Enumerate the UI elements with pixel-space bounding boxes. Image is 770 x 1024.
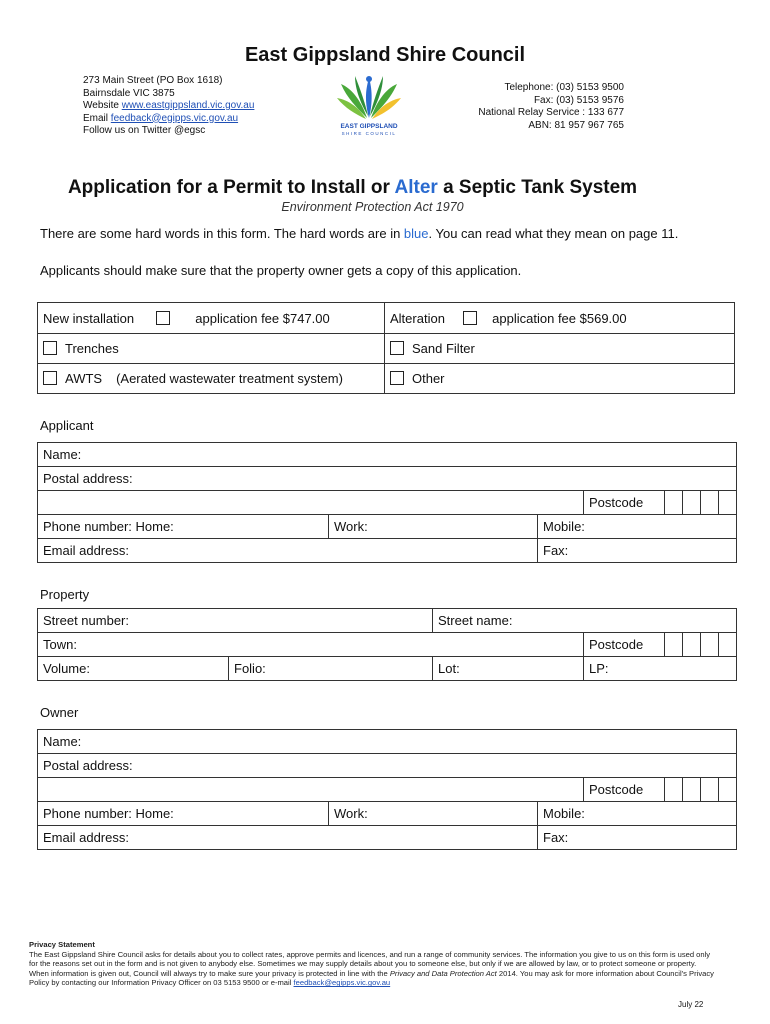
form-subtitle: Environment Protection Act 1970	[281, 200, 464, 214]
website-line	[83, 100, 254, 113]
form-title	[0, 177, 705, 199]
property-table	[37, 608, 737, 681]
council-logo	[333, 74, 405, 136]
owner-postal-field[interactable]: Postal address:	[38, 754, 737, 778]
address-line-2: Bairnsdale VIC 3875	[83, 87, 175, 99]
postcode-digit-box[interactable]	[719, 778, 737, 802]
website-link[interactable]: www.eastgippsland.vic.gov.au	[121, 100, 255, 111]
postcode-digit-box[interactable]	[701, 491, 719, 515]
privacy-paragraph-1: The East Gippsland Shire Council asks for details about you to collect rates, approve permits and licences, and run a range of community services. The information you give to us on this form is used only for the reasons set out in the form and is not given to anybody else. Sometimes we may supply details about you to someone else, but only if we are allowed by law, or to protect someone or property.	[29, 949, 711, 969]
other-label: Other	[412, 371, 445, 386]
email-label: Email	[83, 112, 111, 124]
applicant-mobile-field[interactable]: Mobile:	[538, 515, 737, 539]
awts-checkbox[interactable]	[43, 371, 57, 385]
new-installation-fee: application fee $747.00	[195, 310, 330, 326]
council-logo-icon	[333, 74, 405, 136]
alteration-checkbox[interactable]	[463, 311, 477, 325]
applicant-postal-line-2[interactable]	[38, 491, 584, 515]
applicant-postcode-label: Postcode	[584, 491, 665, 515]
trenches-label: Trenches	[65, 341, 119, 356]
alteration-cell	[385, 303, 735, 334]
council-name: East Gippsland Shire Council	[244, 44, 526, 66]
postcode-digit-box[interactable]	[701, 778, 719, 802]
logo-text-2: SHIRE COUNCIL	[341, 131, 397, 136]
street-number-field[interactable]: Street number:	[38, 609, 433, 633]
revision-date: July 22	[678, 1000, 704, 1009]
title-part-1: Application for a Permit to Install or	[67, 177, 395, 198]
application-type-table	[37, 302, 735, 394]
sand-filter-checkbox[interactable]	[390, 341, 404, 355]
email-link[interactable]: feedback@egipps.vic.gov.au	[110, 112, 239, 124]
trenches-checkbox[interactable]	[43, 341, 57, 355]
owner-heading: Owner	[40, 705, 79, 720]
privacy-paragraph-2	[29, 969, 719, 988]
privacy-statement	[29, 940, 719, 988]
council-address-block	[83, 75, 254, 138]
postcode-digit-box[interactable]	[719, 491, 737, 515]
owner-email-field[interactable]: Email address:	[38, 826, 538, 850]
property-postcode-label: Postcode	[584, 633, 665, 657]
privacy-heading: Privacy Statement	[29, 940, 95, 949]
telephone: Telephone: (03) 5153 9500	[504, 82, 624, 93]
intro-owner-note: Applicants should make sure that the property owner gets a copy of this application.	[40, 263, 522, 278]
postcode-digit-box[interactable]	[701, 633, 719, 657]
privacy-text-b: 2014. You may ask for more information about Council's Privacy Policy by contacting our Information Privacy Officer on 03 5153 9500 or e-mail	[29, 968, 714, 988]
new-installation-cell	[38, 303, 385, 334]
applicant-table	[37, 442, 737, 563]
applicant-phone-home-field[interactable]: Phone number: Home:	[38, 515, 329, 539]
other-checkbox[interactable]	[390, 371, 404, 385]
new-installation-label: New installation	[43, 310, 135, 326]
awts-label: AWTS	[65, 371, 103, 386]
applicant-work-field[interactable]: Work:	[329, 515, 538, 539]
awts-description: (Aerated wastewater treatment system)	[116, 371, 343, 386]
property-heading: Property	[40, 587, 90, 602]
new-installation-checkbox[interactable]	[156, 311, 170, 325]
abn: ABN: 81 957 967 765	[528, 119, 624, 131]
street-name-field[interactable]: Street name:	[433, 609, 737, 633]
applicant-name-field[interactable]: Name:	[38, 443, 737, 467]
fax: Fax: (03) 5153 9576	[533, 94, 624, 106]
intro-blue-word: blue	[403, 226, 429, 241]
postcode-digit-box[interactable]	[665, 491, 683, 515]
postcode-digit-box[interactable]	[665, 633, 683, 657]
alteration-label: Alteration	[390, 310, 445, 326]
privacy-act-name: Privacy and Data Protection Act	[389, 968, 497, 978]
applicant-email-field[interactable]: Email address:	[38, 539, 538, 563]
owner-postcode-label: Postcode	[584, 778, 665, 802]
alteration-fee: application fee $569.00	[492, 310, 627, 326]
postcode-digit-box[interactable]	[683, 778, 701, 802]
intro-text-b: . You can read what they mean on page 11.	[428, 226, 679, 241]
other-cell	[385, 364, 735, 394]
address-line-1: 273 Main Street (PO Box 1618)	[83, 75, 223, 86]
sand-filter-label: Sand Filter	[412, 341, 475, 356]
title-alter-term: Alter	[394, 177, 438, 198]
applicant-fax-field[interactable]: Fax:	[538, 539, 737, 563]
relay-service: National Relay Service : 133 677	[478, 107, 624, 118]
applicant-heading: Applicant	[40, 418, 94, 433]
owner-work-field[interactable]: Work:	[329, 802, 538, 826]
owner-phone-home-field[interactable]: Phone number: Home:	[38, 802, 329, 826]
postcode-digit-box[interactable]	[719, 633, 737, 657]
intro-paragraph	[40, 226, 680, 242]
privacy-email-link[interactable]: feedback@egipps.vic.gov.au	[293, 978, 391, 988]
sand-filter-cell	[385, 334, 735, 364]
twitter-line: Follow us on Twitter @egsc	[83, 125, 206, 136]
email-line	[83, 113, 254, 126]
privacy-text-a: When information is given out, Council will always try to make sure your privacy is protected in line with the	[29, 968, 390, 978]
awts-cell	[38, 364, 385, 394]
title-part-2: a Septic Tank System	[437, 177, 638, 198]
volume-field[interactable]: Volume:	[38, 657, 229, 681]
owner-fax-field[interactable]: Fax:	[538, 826, 737, 850]
lot-field[interactable]: Lot:	[433, 657, 584, 681]
postcode-digit-box[interactable]	[683, 491, 701, 515]
town-field[interactable]: Town:	[38, 633, 584, 657]
owner-table	[37, 729, 737, 850]
applicant-postal-field[interactable]: Postal address:	[38, 467, 737, 491]
folio-field[interactable]: Folio:	[229, 657, 433, 681]
owner-name-field[interactable]: Name:	[38, 730, 737, 754]
logo-text-1: EAST GIPPSLAND	[340, 123, 398, 130]
owner-postal-line-2[interactable]	[38, 778, 584, 802]
owner-mobile-field[interactable]: Mobile:	[538, 802, 737, 826]
postcode-digit-box[interactable]	[683, 633, 701, 657]
trenches-cell	[38, 334, 385, 364]
lp-field[interactable]: LP:	[584, 657, 737, 681]
council-contact-block	[478, 82, 624, 132]
postcode-digit-box[interactable]	[665, 778, 683, 802]
website-label: Website	[83, 100, 122, 111]
intro-text-a: There are some hard words in this form. The hard words are in	[40, 226, 404, 241]
